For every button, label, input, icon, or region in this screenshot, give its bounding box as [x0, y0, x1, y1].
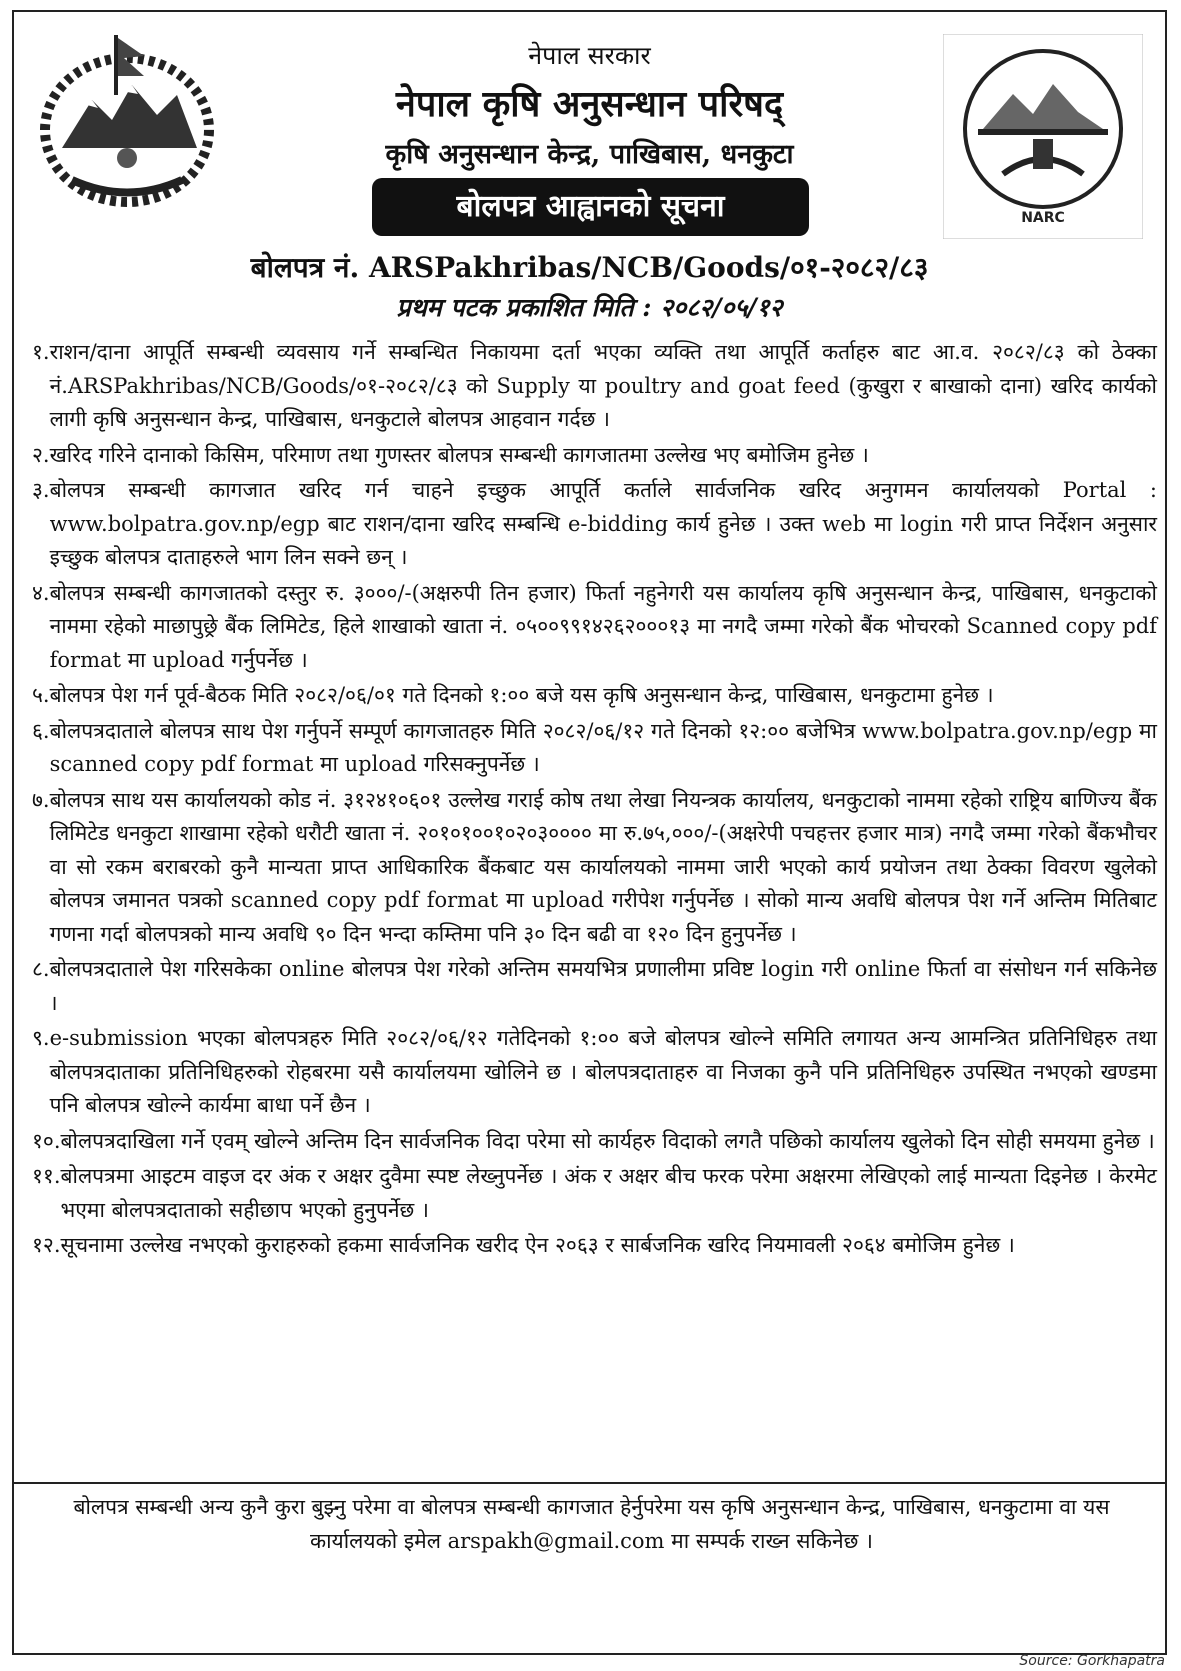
notice-item-5	[32, 679, 1157, 713]
item-text: बोलपत्रदाताले बोलपत्र साथ पेश गर्नुपर्ने सम्पूर्ण कागजातहरु मिति २०८२/०६/१२ गते दिनको १२:०० बजेभित्र www.bolpatra.gov.np/egp मा scanned copy pdf format मा upload गरिसक्नुपर्नेछ ।	[49, 718, 1157, 776]
item-number: ३.	[32, 478, 50, 502]
item-number: २.	[32, 442, 50, 467]
notice-item-3	[32, 474, 1157, 575]
item-text: बोलपत्र सम्बन्धी कागजातको दस्तुर रु. ३०००/-(अक्षरुपी तिन हजार) फिर्ता नहुनेगरी यस कार्यालय कृषि अनुसन्धान केन्द्र, पाखिबास, धनकुटाको नाममा रहेको माछापुछ्रे बैंक लिमिटेड, हिले शाखाको खाता नं. ०५००९९१४२६२०००१३ मा नगदै जम्मा गरेको बैंक भोचरको Scanned copy pdf format मा upload गर्नुपर्नेछ ।	[49, 580, 1157, 672]
bid-number: बोलपत्र नं. ARSPakhribas/NCB/Goods/०१-२०८२/८३	[250, 251, 929, 284]
notice-item-4	[32, 577, 1157, 678]
notice-items	[32, 336, 1157, 1265]
council-title: नेपाल कृषि अनुसन्धान परिषद्	[395, 83, 784, 125]
narc-logo-icon	[943, 34, 1143, 239]
item-text: बोलपत्र सम्बन्धी कागजात खरिद गर्न चाहने इच्छुक आपूर्ति कर्ताले सार्वजनिक खरिद अनुगमन कार्यालयको Portal : www.bolpatra.gov.np/egp बाट राशन/दाना खरिद सम्बन्धि e-bidding कार्य हुनेछ । उक्त web मा login गरी प्राप्त निर्देशन अनुसार इच्छुक बोलपत्र दाताहरुले भाग लिन सक्ने छन् ।	[49, 478, 1157, 569]
item-number: ९.	[32, 1026, 50, 1050]
contact-footer: बोलपत्र सम्बन्धी अन्य कुनै कुरा बुझ्नु परेमा वा बोलपत्र सम्बन्धी कागजात हेर्नुपरेमा यस कृषि अनुसन्धान केन्द्र, पाखिबास, धनकुटामा वा यस कार्यालयको इमेल arspakh@gmail.com मा सम्पर्क राख्न सकिनेछ ।	[73, 1495, 1110, 1553]
item-number: ४.	[32, 580, 50, 605]
item-text: खरिद गरिने दानाको किसिम, परिमाण तथा गुणस्तर बोलपत्र सम्बन्धी कागजातमा उल्लेख भए बमोजिम हुनेछ ।	[49, 442, 869, 467]
notice-header	[14, 12, 1165, 327]
item-number: ११.	[32, 1164, 61, 1188]
notice-item-2	[32, 439, 1157, 473]
source-credit: Source: Gorkhapatra	[1019, 1653, 1165, 1669]
item-text: बोलपत्र पेश गर्न पूर्व-बैठक मिति २०८२/०६/०१ गते दिनको १:०० बजे यस कृषि अनुसन्धान केन्द्र, पाखिबास, धनकुटामा हुनेछ ।	[49, 683, 994, 707]
item-text: बोलपत्रदाताले पेश गरिसकेका online बोलपत्र पेश गरेको अन्तिम समयभित्र प्रणालीमा प्रविष्ट login गरी online फिर्ता वा संसोधन गर्न सकिनेछ ।	[49, 957, 1157, 1015]
item-text: सूचनामा उल्लेख नभएको कुराहरुको हकमा सार्वजनिक खरीद ऐन २०६३ र सार्बजनिक खरिद नियमावली २०६४ बमोजिम हुनेछ ।	[60, 1233, 1015, 1257]
item-number: ६.	[32, 718, 50, 743]
notice-item-12	[32, 1229, 1157, 1263]
item-number: ५.	[32, 683, 50, 707]
footer-divider	[14, 1482, 1165, 1484]
notice-item-10	[32, 1125, 1157, 1159]
government-heading: नेपाल सरकार	[528, 41, 651, 70]
item-text: बोलपत्र साथ यस कार्यालयको कोड नं. ३१२४१०६०१ उल्लेख गराई कोष तथा लेखा नियन्त्रक कार्यालय, धनकुटाको नाममा रहेको राष्ट्रिय बाणिज्य बैंक लिमिटेड धनकुटा शाखामा रहेको धरौटी खाता नं. २०१०१००१०२०३०००० मा रु.७५,०००/-(अक्षरेपी पचहत्तर हजार मात्र) नगदै जम्मा गरेको बैंकभौचर वा सो रकम बराबरको कुनै मान्यता प्राप्त आधिकारिक बैंकबाट यस कार्यालयको नाममा जारी भएको कार्य प्रयोजन तथा ठेक्का विवरण खुलेको बोलपत्र जमानत पत्रको scanned copy pdf format मा upload गरीपेश गर्नुपर्नेछ । सोको मान्य अवधि बोलपत्र पेश गर्ने अन्तिम मितिबाट गणना गर्दा बोलपत्रको मान्य अवधि ९० दिन भन्दा कम्तिमा पनि ३० दिन बढी वा १२० दिन हुनुपर्नेछ ।	[49, 787, 1157, 946]
item-text: राशन/दाना आपूर्ति सम्बन्धी व्यवसाय गर्ने सम्बन्धित निकायमा दर्ता भएका व्यक्ति तथा आपूर्ति कर्ताहरु बाट आ.व. २०८२/८३ को ठेक्का नं.ARSPakhribas/NCB/Goods/०१-२०८२/८३ को Supply या poultry and goat feed (कुखुरा र बाखाको दाना) खरिद कार्यको लागी कृषि अनुसन्धान केन्द्र, पाखिबास, धनकुटाले बोलपत्र आहवान गर्दछ ।	[49, 340, 1157, 431]
notice-item-1	[32, 336, 1157, 437]
item-number: १.	[32, 340, 50, 364]
notice-title-banner: बोलपत्र आह्वानको सूचना	[372, 178, 809, 236]
published-date: प्रथम पटक प्रकाशित मिति : २०८२/०५/१२	[396, 293, 783, 322]
item-number: १०.	[32, 1128, 61, 1153]
notice-item-6	[32, 715, 1157, 782]
notice-item-9	[32, 1022, 1157, 1123]
svg-text:NARC: NARC	[1021, 210, 1065, 226]
notice-item-7	[32, 784, 1157, 952]
item-number: ७.	[32, 787, 50, 812]
centre-subtitle: कृषि अनुसन्धान केन्द्र, पाखिबास, धनकुटा	[385, 139, 794, 170]
item-text: बोलपत्रमा आइटम वाइज दर अंक र अक्षर दुवैमा स्पष्ट लेख्नुपर्नेछ । अंक र अक्षर बीच फरक परेमा अक्षरमा लेखिएको लाई मान्यता दिइनेछ । केरमेट भएमा बोलपत्रदाताको सहीछाप भएको हुनुपर्नेछ ।	[60, 1164, 1157, 1222]
item-number: ८.	[32, 957, 50, 981]
item-number: १२.	[32, 1233, 61, 1257]
notice-item-8	[32, 953, 1157, 1020]
notice-page	[12, 10, 1167, 1655]
item-text: e-submission भएका बोलपत्रहरु मिति २०८२/०६/१२ गतेदिनको १:०० बजे बोलपत्र खोल्ने समिति लगायत अन्य आमन्त्रित प्रतिनिधिहरु तथा बोलपत्रदाताका प्रतिनिधिहरुको रोहबरमा यसै कार्यालयमा खोलिने छ । बोलपत्रदाताहरु वा निजका कुनै पनि प्रतिनिधिहरु उपस्थित नभएको खण्डमा पनि बोलपत्र खोल्ने कार्यमा बाधा पर्ने छैन ।	[49, 1026, 1157, 1117]
notice-item-11	[32, 1160, 1157, 1227]
item-text: बोलपत्रदाखिला गर्ने एवम् खोल्ने अन्तिम दिन सार्वजनिक विदा परेमा सो कार्यहरु विदाको लगतै पछिको कार्यालय खुलेको दिन सोही समयमा हुनेछ ।	[60, 1128, 1155, 1153]
